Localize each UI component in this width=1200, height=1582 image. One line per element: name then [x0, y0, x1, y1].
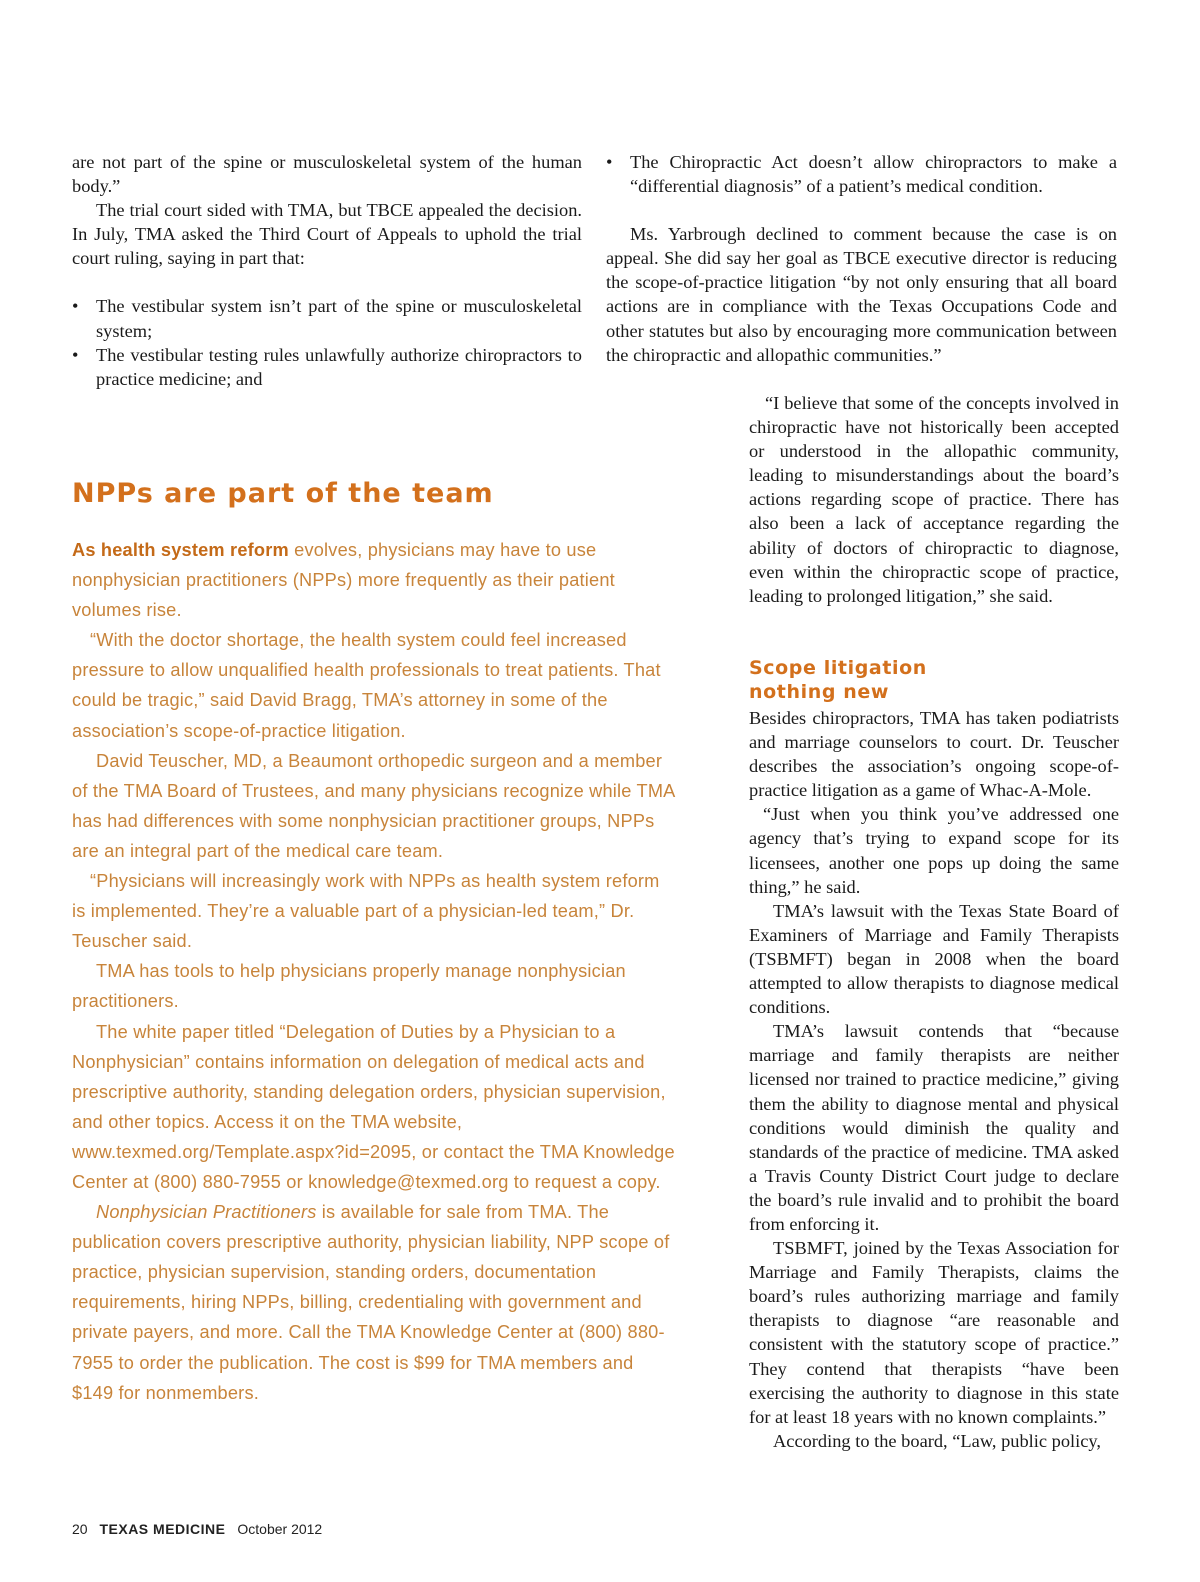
- right-lower-paragraph-3: TMA’s lawsuit with the Texas State Board of Examiners of Marriage and Family Therapists (TSBMFT) began in 2008 when the board attempted to allow therapists to diagnose medical conditions.: [749, 900, 1119, 1018]
- right-lower-paragraph-1: Besides chiropractors, TMA has taken podiatrists and marriage counselors to court. Dr. Teuscher describes the association’s ongoing scope-of-practice litigation as a game of Whac-A-Mole.: [749, 708, 1119, 801]
- subheading-line-1: Scope litigation: [749, 657, 927, 679]
- quote-paragraph: “I believe that some of the concepts involved in chiropractic have not historically been accepted or understood in the allopathic community, leading to misunderstandings about the board’s actions regarding scope of practice. There has also been a lack of acceptance regarding the ability of doctors of chiropractic to diagnose, even within the chiropractic scope of practice, leading to prolonged litigation,” she said.: [749, 393, 1119, 606]
- sidebar-paragraph-4: [72, 866, 678, 956]
- right-top-paragraph-1: Ms. Yarbrough declined to comment because the case is on appeal. She did say her goal as TBCE executive director is reducing the scope-of-practice litigation “by not only ensuring that all board actions are in compliance with the Texas Occupations Code and other statutes but also by encouraging more communication between the chiropractic and allopathic communities.”: [606, 224, 1117, 365]
- right-quote-column: [749, 391, 1119, 608]
- right-top-bullet-list: [606, 150, 1117, 198]
- sidebar-paragraph-5: [72, 956, 678, 1016]
- right-top-column: [606, 150, 1117, 367]
- sidebar-lead-in: As health system reform: [72, 540, 289, 560]
- right-lower-paragraph-4: TMA’s lawsuit contends that “because marriage and family therapists are neither licensed nor trained to practice medicine,” giving them the ability to diagnose mental and physical conditions would diminish the quality and standards of the practice of medicine. TMA asked a Travis County District Court judge to declare the board’s rule invalid and to prohibit the board from enforcing it.: [749, 1021, 1119, 1234]
- page-number: 20: [72, 1521, 88, 1537]
- left-top-column: [72, 150, 582, 391]
- sidebar-paragraph-1-text: evolves, physicians may have to use nonphysician practitioners (NPPs) more frequently as their patient volumes rise.: [72, 540, 615, 621]
- sidebar-body: [72, 535, 678, 1408]
- sidebar-paragraph-1: [72, 535, 678, 625]
- sidebar-paragraph-7: [72, 1197, 678, 1408]
- sidebar-paragraph-2-text: “With the doctor shortage, the health system could feel increased pressure to allow unqualified health professionals to treat patients. That could be tragic,” said David Bragg, TMA’s attorney in some of the association’s scope-of-practice litigation.: [72, 630, 661, 741]
- bullet-item: • The vestibular testing rules unlawfully authorize chiropractors to practice medicine; and: [72, 343, 582, 391]
- sidebar-paragraph-3: [72, 746, 678, 866]
- publication-title: Nonphysician Practitioners: [96, 1202, 317, 1223]
- left-top-bullet-list: [72, 294, 582, 390]
- sidebar-paragraph-5-text: TMA has tools to help physicians properly manage nonphysician practitioners.: [72, 961, 626, 1012]
- section-subheading: [749, 656, 1119, 704]
- sidebar-paragraph-2: [72, 625, 678, 745]
- right-lower-paragraph-5: TSBMFT, joined by the Texas Association for Marriage and Family Therapists, claims the board’s rules authorizing marriage and family therapists to diagnose “are reasonable and consistent with the statutory scope of practice.” They contend that therapists “have been exercising the authority to diagnose in this state for at least 18 years with no known complaints.”: [749, 1238, 1119, 1427]
- magazine-name: TEXAS MEDICINE: [99, 1521, 226, 1537]
- right-lower-paragraph-2: “Just when you think you’ve addressed one agency that’s trying to expand scope for its licensees, another one pops up doing the same thing,” he said.: [749, 804, 1119, 897]
- left-top-paragraph-1: are not part of the spine or musculoskeletal system of the human body.”: [72, 152, 582, 197]
- subheading-line-2: nothing new: [749, 681, 890, 703]
- sidebar-heading: NPPs are part of the team: [72, 478, 494, 509]
- issue-date: October 2012: [237, 1521, 323, 1537]
- left-top-paragraph-2: The trial court sided with TMA, but TBCE appealed the decision. In July, TMA asked the Third Court of Appeals to uphold the trial court ruling, saying in part that:: [72, 200, 582, 269]
- bullet-item: • The Chiropractic Act doesn’t allow chiropractors to make a “differential diagnosis” of a patient’s medical condition.: [606, 150, 1117, 198]
- right-lower-paragraph-6: According to the board, “Law, public policy,: [773, 1430, 1102, 1451]
- sidebar-paragraph-7-text: is available for sale from TMA. The publication covers prescriptive authority, physician liability, NPP scope of practice, physician supervision, standing orders, documentation requirements, hiring NPPs, billing, credentialing with government and private payers, and more. Call the TMA Knowledge Center at (800) 880-7955 to order the publication. The cost is $99 for TMA members and $149 for nonmembers.: [72, 1202, 670, 1403]
- sidebar-paragraph-6-text: The white paper titled “Delegation of Duties by a Physician to a Nonphysician” contains information on delegation of medical acts and prescriptive authority, standing delegation orders, physician supervision, and other topics. Access it on the TMA website, www.texmed.org/Template.aspx?id=2095, or contact the TMA Knowledge Center at (800) 880-7955 or knowledge@texmed.org to request a copy.: [72, 1021, 675, 1192]
- bullet-item: • The vestibular system isn’t part of the spine or musculoskeletal system;: [72, 294, 582, 342]
- page-footer: [72, 1521, 322, 1537]
- sidebar-paragraph-4-text: “Physicians will increasingly work with NPPs as health system reform is implemented. They’re a valuable part of a physician-led team,” Dr. Teuscher said.: [72, 871, 660, 952]
- npp-sidebar: [72, 478, 678, 1408]
- sidebar-paragraph-3-text: David Teuscher, MD, a Beaumont orthopedic surgeon and a member of the TMA Board of Trustees, and many physicians recognize while TMA has had differences with some nonphysician practitioner groups, NPPs are an integral part of the medical care team.: [72, 750, 675, 861]
- sidebar-paragraph-6: [72, 1017, 678, 1198]
- right-lower-column: [749, 656, 1119, 1453]
